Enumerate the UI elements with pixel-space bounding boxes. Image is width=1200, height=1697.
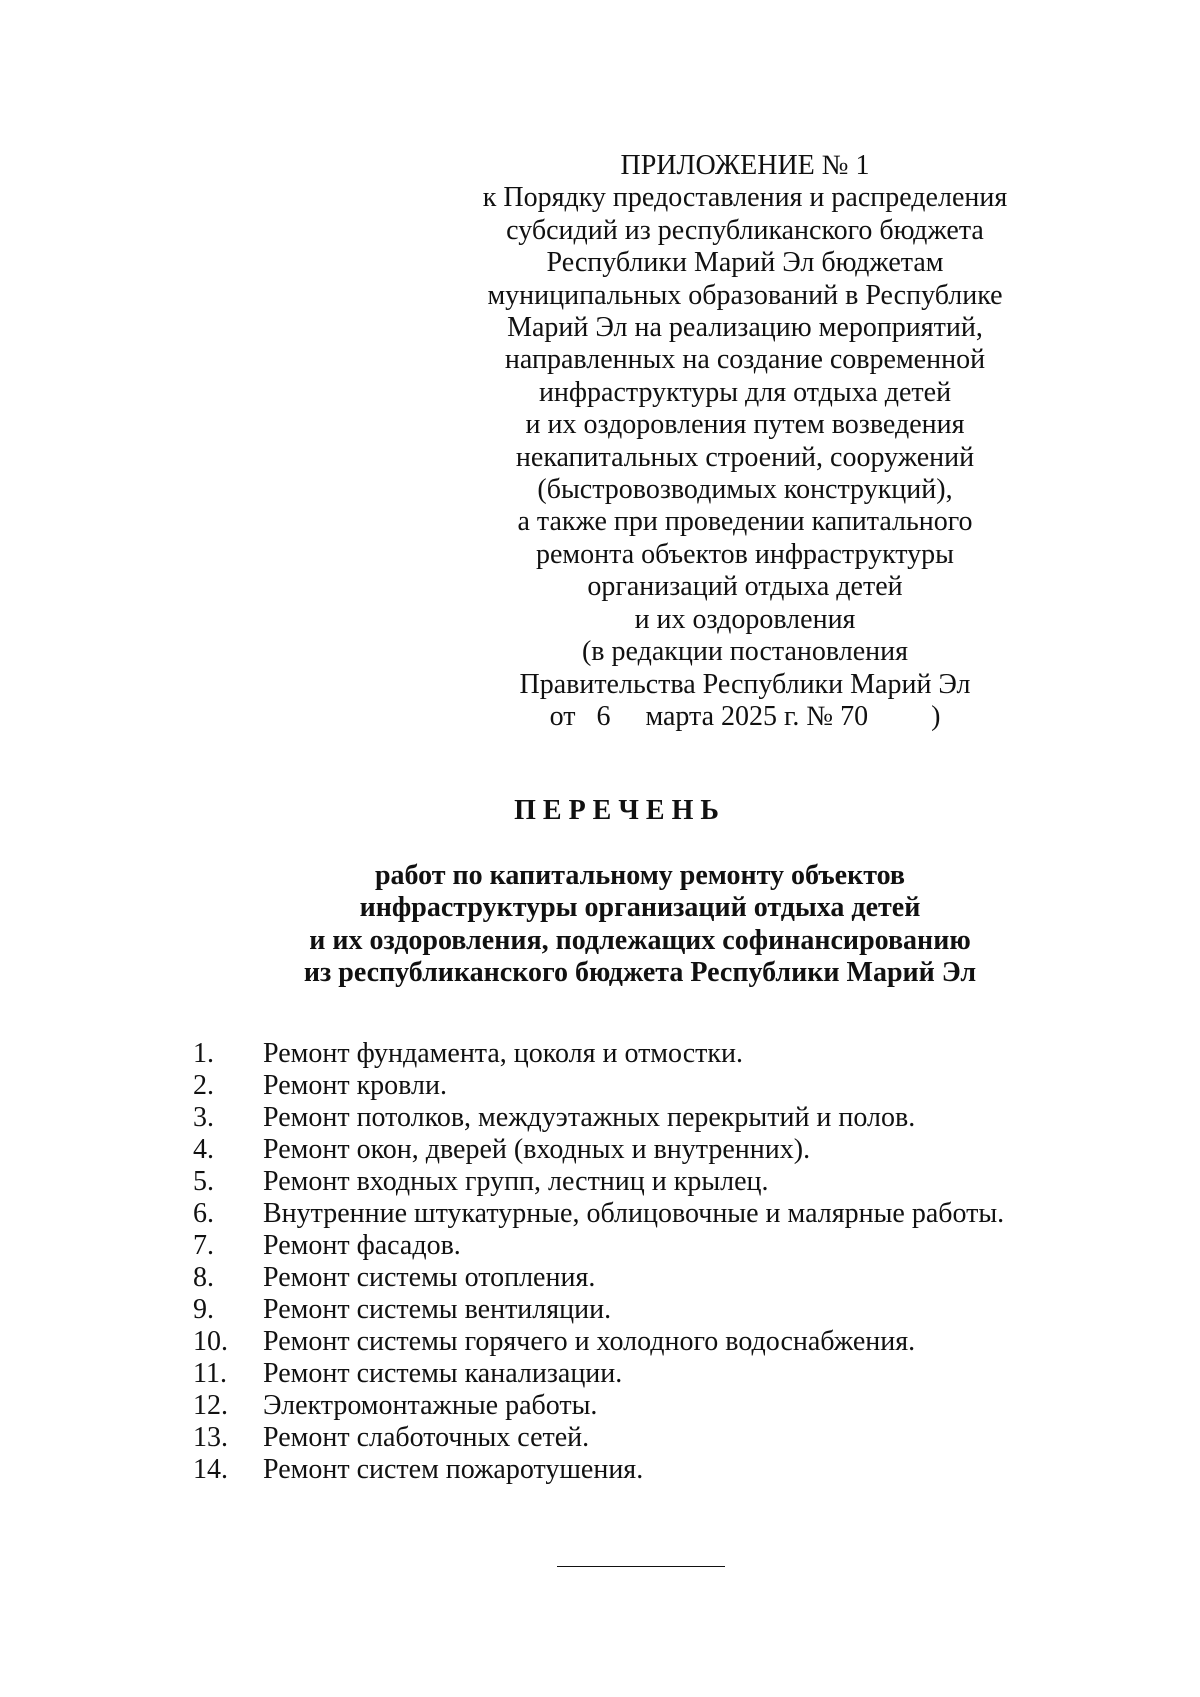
- item-text: Ремонт кровли.: [263, 1070, 447, 1101]
- list-item: [0, 1454, 1200, 1486]
- list-item: [0, 1294, 1200, 1326]
- item-text: Ремонт системы вентиляции.: [263, 1294, 612, 1325]
- subheading-line: из республиканского бюджета Республики Марий Эл: [303, 957, 977, 989]
- item-text: Ремонт входных групп, лестниц и крылец.: [263, 1166, 769, 1197]
- appendix-line: Правительства Республики Марий Эл: [519, 668, 971, 700]
- appendix-line: (в редакции постановления: [581, 636, 909, 668]
- appendix-line: организаций отдыха детей: [587, 571, 903, 603]
- appendix-line: некапитальных строений, сооружений: [515, 441, 975, 473]
- list-item: [0, 1166, 1200, 1198]
- appendix-line: (быстровозводимых конструкций),: [537, 474, 953, 506]
- list-item: [0, 1262, 1200, 1294]
- item-number: 9.: [193, 1294, 214, 1325]
- appendix-line: муниципальных образований в Республике: [487, 279, 1003, 311]
- appendix-line: Марий Эл на реализацию мероприятий,: [507, 312, 983, 344]
- list-item: [0, 1198, 1200, 1230]
- list-item: [0, 1102, 1200, 1134]
- appendix-line: Республики Марий Эл бюджетам: [546, 247, 944, 279]
- item-number: 6.: [193, 1198, 214, 1229]
- item-number: 10.: [193, 1326, 228, 1357]
- item-number: 5.: [193, 1166, 214, 1197]
- item-text: Ремонт слаботочных сетей.: [263, 1422, 590, 1453]
- subheading-line: работ по капитальному ремонту объектов: [374, 860, 906, 891]
- appendix-line: и их оздоровления: [634, 603, 856, 635]
- subheading-line: и их оздоровления, подлежащих софинансированию: [309, 924, 971, 956]
- list-item: [0, 1390, 1200, 1422]
- item-number: 11.: [193, 1358, 227, 1389]
- item-text: Ремонт системы отопления.: [263, 1262, 596, 1293]
- item-text: Электромонтажные работы.: [263, 1390, 598, 1421]
- item-text: Ремонт фундамента, цоколя и отмостки.: [263, 1038, 743, 1069]
- list-item: [0, 1134, 1200, 1166]
- item-number: 1.: [193, 1038, 214, 1069]
- list-item: [0, 1358, 1200, 1390]
- appendix-line: направленных на создание современной: [504, 344, 986, 376]
- list-item: [0, 1326, 1200, 1358]
- item-text: Ремонт окон, дверей (входных и внутренних).: [263, 1134, 811, 1165]
- appendix-line: и их оздоровления путем возведения: [525, 409, 965, 441]
- list-item: [0, 1070, 1200, 1102]
- document-heading: ПЕРЕЧЕНЬ: [514, 795, 726, 826]
- subheading-line: инфраструктуры организаций отдыха детей: [359, 892, 921, 924]
- appendix-line: инфраструктуры для отдыха детей: [538, 376, 952, 408]
- item-text: Внутренние штукатурные, облицовочные и малярные работы.: [263, 1198, 1005, 1229]
- appendix-block: [455, 150, 1035, 733]
- item-text: Ремонт системы канализации.: [263, 1358, 623, 1389]
- item-text: Ремонт фасадов.: [263, 1230, 461, 1261]
- item-number: 14.: [193, 1454, 228, 1485]
- item-number: 2.: [193, 1070, 214, 1101]
- appendix-title: ПРИЛОЖЕНИЕ № 1: [620, 150, 870, 181]
- list-item: [0, 1422, 1200, 1454]
- item-text: Ремонт системы горячего и холодного водоснабжения.: [263, 1326, 916, 1357]
- closing-rule: [557, 1566, 725, 1567]
- item-number: 3.: [193, 1102, 214, 1133]
- document-subheading: [250, 860, 1030, 990]
- item-number: 12.: [193, 1390, 228, 1421]
- item-number: 13.: [193, 1422, 228, 1453]
- item-number: 7.: [193, 1230, 214, 1261]
- list-item: [0, 1230, 1200, 1262]
- appendix-line: субсидий из республиканского бюджета: [506, 214, 984, 246]
- item-number: 8.: [193, 1262, 214, 1293]
- item-text: Ремонт систем пожаротушения.: [263, 1454, 644, 1485]
- item-number: 4.: [193, 1134, 214, 1165]
- list-item: [0, 1038, 1200, 1070]
- appendix-line: а также при проведении капитального: [517, 506, 973, 538]
- item-text: Ремонт потолков, междуэтажных перекрытий и полов.: [263, 1102, 916, 1133]
- appendix-line: к Порядку предоставления и распределения: [482, 182, 1008, 214]
- resolution-date-line: от 6 марта 2025 г. № 70 ): [549, 700, 941, 732]
- appendix-line: ремонта объектов инфраструктуры: [535, 538, 954, 570]
